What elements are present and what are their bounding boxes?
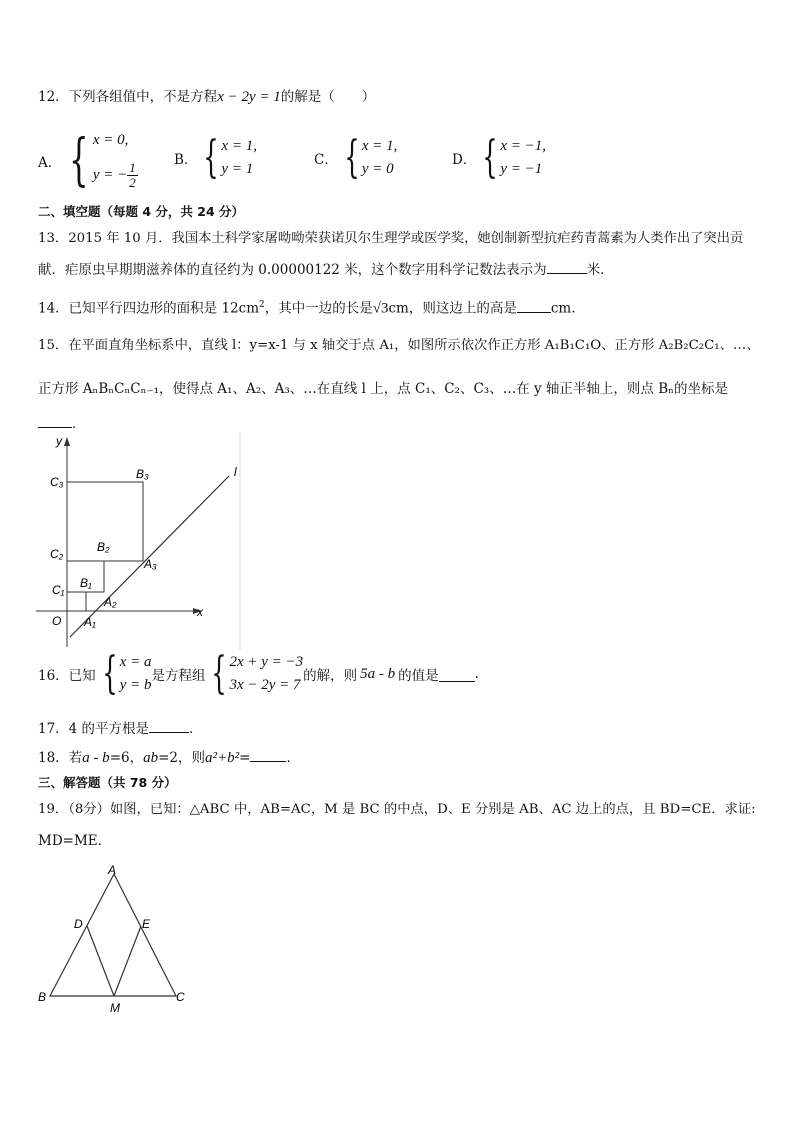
q15-line2: 正方形 AₙBₙCₙCₙ₋₁，使得点 A₁、A₂、A₃、…在直线 l 上，点 C₁、C₂、C₃、…在 y 轴正半轴上，则点 Bₙ的坐标是 bbox=[38, 381, 728, 397]
q16-system1: { x = a y = b bbox=[101, 648, 152, 699]
label-B2: B₂ bbox=[97, 540, 110, 554]
option-d-row1: x = −1, bbox=[500, 138, 546, 154]
option-c-label: C． bbox=[314, 152, 338, 168]
q13-answer-blank[interactable] bbox=[547, 259, 587, 274]
label-A: A bbox=[108, 863, 117, 877]
option-c-row2: y = 0 bbox=[361, 161, 394, 177]
triangle-abc bbox=[50, 874, 176, 996]
q12-option-a bbox=[38, 128, 138, 193]
q15-answer-blank[interactable] bbox=[38, 413, 72, 428]
label-A3: A₃ bbox=[144, 557, 157, 571]
q16-system2: { 2x + y = −3 3x − 2y = 7 bbox=[211, 648, 304, 699]
q19-line2: MD=ME． bbox=[38, 833, 112, 849]
option-b-row2: y = 1 bbox=[221, 161, 254, 177]
option-a-row2: y = − $\frac{1}{2}$ bbox=[92, 160, 136, 190]
option-c-row1: x = 1, bbox=[361, 138, 398, 154]
option-a-system: { x = 0, y = − $\frac{1}{2}$ bbox=[69, 128, 136, 193]
segment-em bbox=[114, 926, 141, 996]
label-B: B bbox=[38, 990, 47, 1004]
label-l: l bbox=[234, 465, 237, 479]
section3-heading: 三、解答题（共 78 分） bbox=[38, 775, 177, 790]
q19-line1: 19．（8分）如图，已知：△ABC 中，AB=AC，M 是 BC 的中点，D、E 分别是 AB、AC 边上的点，且 BD=CE．求证: bbox=[38, 802, 756, 817]
q19-figure bbox=[30, 860, 200, 1020]
q17-answer-blank[interactable] bbox=[149, 718, 189, 733]
square-1 bbox=[67, 592, 86, 611]
q15-figure bbox=[30, 432, 245, 650]
option-a-row1: x = 0, bbox=[92, 132, 129, 148]
q15-line3: ． bbox=[38, 413, 86, 434]
label-A2: A₂ bbox=[104, 595, 117, 609]
option-d-row2: y = −1 bbox=[500, 161, 543, 177]
q12-option-b bbox=[174, 132, 257, 183]
option-a-label: A． bbox=[38, 155, 62, 171]
option-c-system: { x = 1, y = 0 bbox=[344, 132, 398, 183]
q13-line2: 献．疟原虫早期期滋养体的直径约为 0.00000122 米，这个数字用科学记数法表示为 米． bbox=[38, 259, 614, 280]
q14-answer-blank[interactable] bbox=[517, 298, 551, 313]
q15-line1: 15．在平面直角坐标系中，直线 l：y=x-1 与 x 轴交于点 A₁，如图所示依次作正方形 A₁B₁C₁O、正方形 A₂B₂C₂C₁、…、 bbox=[38, 338, 760, 353]
q18-line: 18．若a - b=6，ab=2，则a²+b²= ． bbox=[38, 747, 300, 768]
label-B1: B₁ bbox=[80, 576, 92, 590]
label-E: E bbox=[142, 917, 151, 931]
q18-answer-blank[interactable] bbox=[250, 747, 286, 762]
label-C1: C₁ bbox=[52, 583, 65, 597]
label-A1: A₁ bbox=[84, 615, 96, 629]
option-b-label: B． bbox=[174, 152, 198, 168]
label-B3: B₃ bbox=[136, 467, 149, 481]
label-y: y bbox=[56, 434, 62, 448]
label-C: C bbox=[176, 990, 185, 1004]
segment-dm bbox=[87, 926, 114, 996]
q12-stem bbox=[38, 87, 375, 107]
label-x: x bbox=[197, 605, 203, 619]
label-O: O bbox=[52, 614, 62, 628]
option-d-label: D． bbox=[452, 152, 477, 168]
q14-radical: √3 bbox=[372, 300, 389, 317]
y-axis-arrow bbox=[64, 437, 70, 446]
option-d-system: { x = −1, y = −1 bbox=[482, 132, 546, 183]
q14-line: 14．已知平行四边形的面积是 $12cm^2$，其中一边的长是√3cm，则这边上的高是 cm. bbox=[38, 295, 576, 319]
label-D: D bbox=[74, 917, 83, 931]
section2-heading: 二、填空题（每题 4 分，共 24 分） bbox=[38, 204, 245, 219]
q12-option-d bbox=[452, 132, 546, 183]
label-C2: C₂ bbox=[50, 547, 64, 561]
label-M: M bbox=[110, 1001, 120, 1015]
label-C3: C₃ bbox=[50, 475, 64, 489]
q12-equation: x − 2y = 1 bbox=[217, 89, 281, 105]
q16-line: 16．已知 { x = a y = b 是方程组 { 2x + y = −3 3x − 2y = 7 的解，则 5a - b 的值是 . bbox=[38, 648, 479, 699]
option-b-system: { x = 1, y = 1 bbox=[203, 132, 257, 183]
q12-option-c bbox=[314, 132, 398, 183]
q12-stem-pre: 12．下列各组值中，不是方程 bbox=[38, 89, 218, 105]
option-b-row1: x = 1, bbox=[221, 138, 257, 154]
q12-stem-post: 的解是（ ） bbox=[280, 89, 376, 105]
q13-line1: 13．2015 年 10 月．我国本土科学家屠呦呦荣获诺贝尔生理学或医学奖，她创制新型抗疟药青蒿素为人类作出了突出贡 bbox=[38, 231, 744, 246]
q16-answer-blank[interactable] bbox=[439, 667, 475, 682]
q17-line: 17．4 的平方根是 ． bbox=[38, 718, 203, 739]
